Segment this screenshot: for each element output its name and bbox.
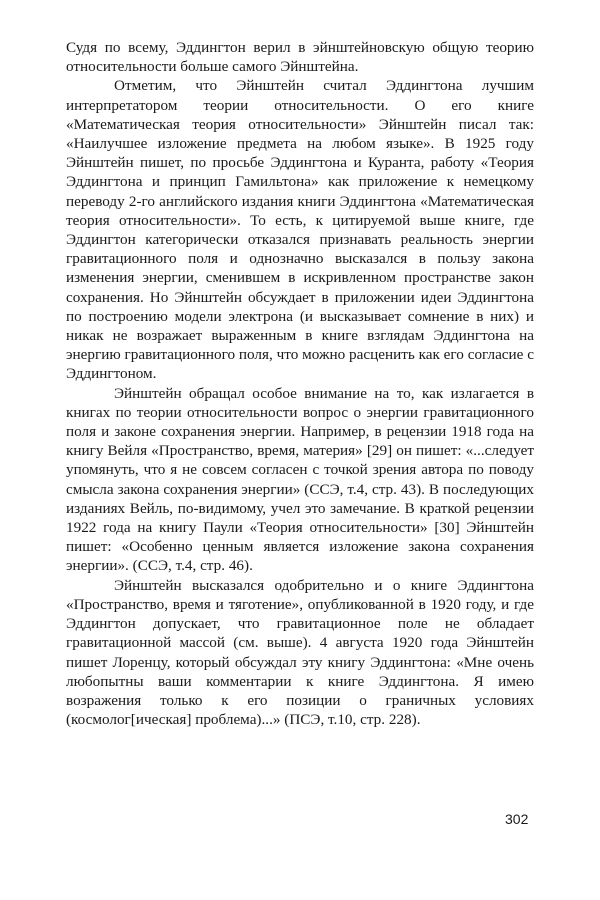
page-body — [66, 38, 534, 729]
paragraph: Судя по всему, Эддингтон верил в эйнштейновскую общую теорию относительности больше самого Эйнштейна. — [66, 39, 534, 76]
paragraph: Эйнштейн высказался одобрительно и о книге Эддингтона «Пространство, время и тяготение», опубликованной в 1920 году, и где Эддингтон допускает, что гравитационное поле не обладает гравитационной массой (см. выше). 4 августа 1920 года Эйнштейн пишет Лоренцу, который обсуждал эту книгу Эддингтона: «Мне очень любопытны ваши комментарии к книге Эддингтона. Я имею возражения только к его позиции о граничных условиях (космолог[ическая] проблема)...» (ПСЭ, т.10, стр. 228). — [66, 576, 534, 729]
paragraph: Эйнштейн обращал особое внимание на то, как излагается в книгах по теории относительности вопрос о энергии гравитационного поля и законе сохранения энергии. Например, в рецензии 1918 года на книгу Вейля «Пространство, время, материя» [29] он пишет: «...следует упомянуть, что я не совсем согласен с точкой зрения автора по поводу смысла закона сохранения энергии» (ССЭ, т.4, стр. 43). В последующих изданиях Вейль, по-видимому, учел это замечание. В краткой рецензии 1922 года на книгу Паули «Теория относительности» [30] Эйнштейн пишет: «Особенно ценным является изложение закона сохранения энергии». (ССЭ, т.4, стр. 46). — [66, 384, 534, 575]
paragraph: Отметим, что Эйнштейн считал Эддингтона лучшим интерпретатором теории относительности. О его книге «Математическая теория относительности» Эйнштейн писал так: «Наилучшее изложение предмета на любом языке». В 1925 году Эйнштейн пишет, по просьбе Эддингтона и Куранта, работу «Теория Эддингтона и принцип Гамильтона» как приложение к немецкому переводу 2-го английского издания книги Эддингтона «Математическая теория относительности». То есть, к цитируемой выше книге, где Эддингтон категорически отказался признавать реальность энергии гравитационного поля и однозначно высказался в пользу закона изменения энергии, сменившем в искривленном пространстве закон сохранения. Но Эйнштейн обсуждает в приложении идеи Эддингтона по построению модели электрона (и высказывает сомнение в них) и никак не возражает выраженным в книге взглядам Эддингтона на энергию гравитационного поля, что можно расценить как его согласие с Эддингтоном. — [66, 77, 534, 383]
page-number: 302 — [505, 811, 529, 827]
